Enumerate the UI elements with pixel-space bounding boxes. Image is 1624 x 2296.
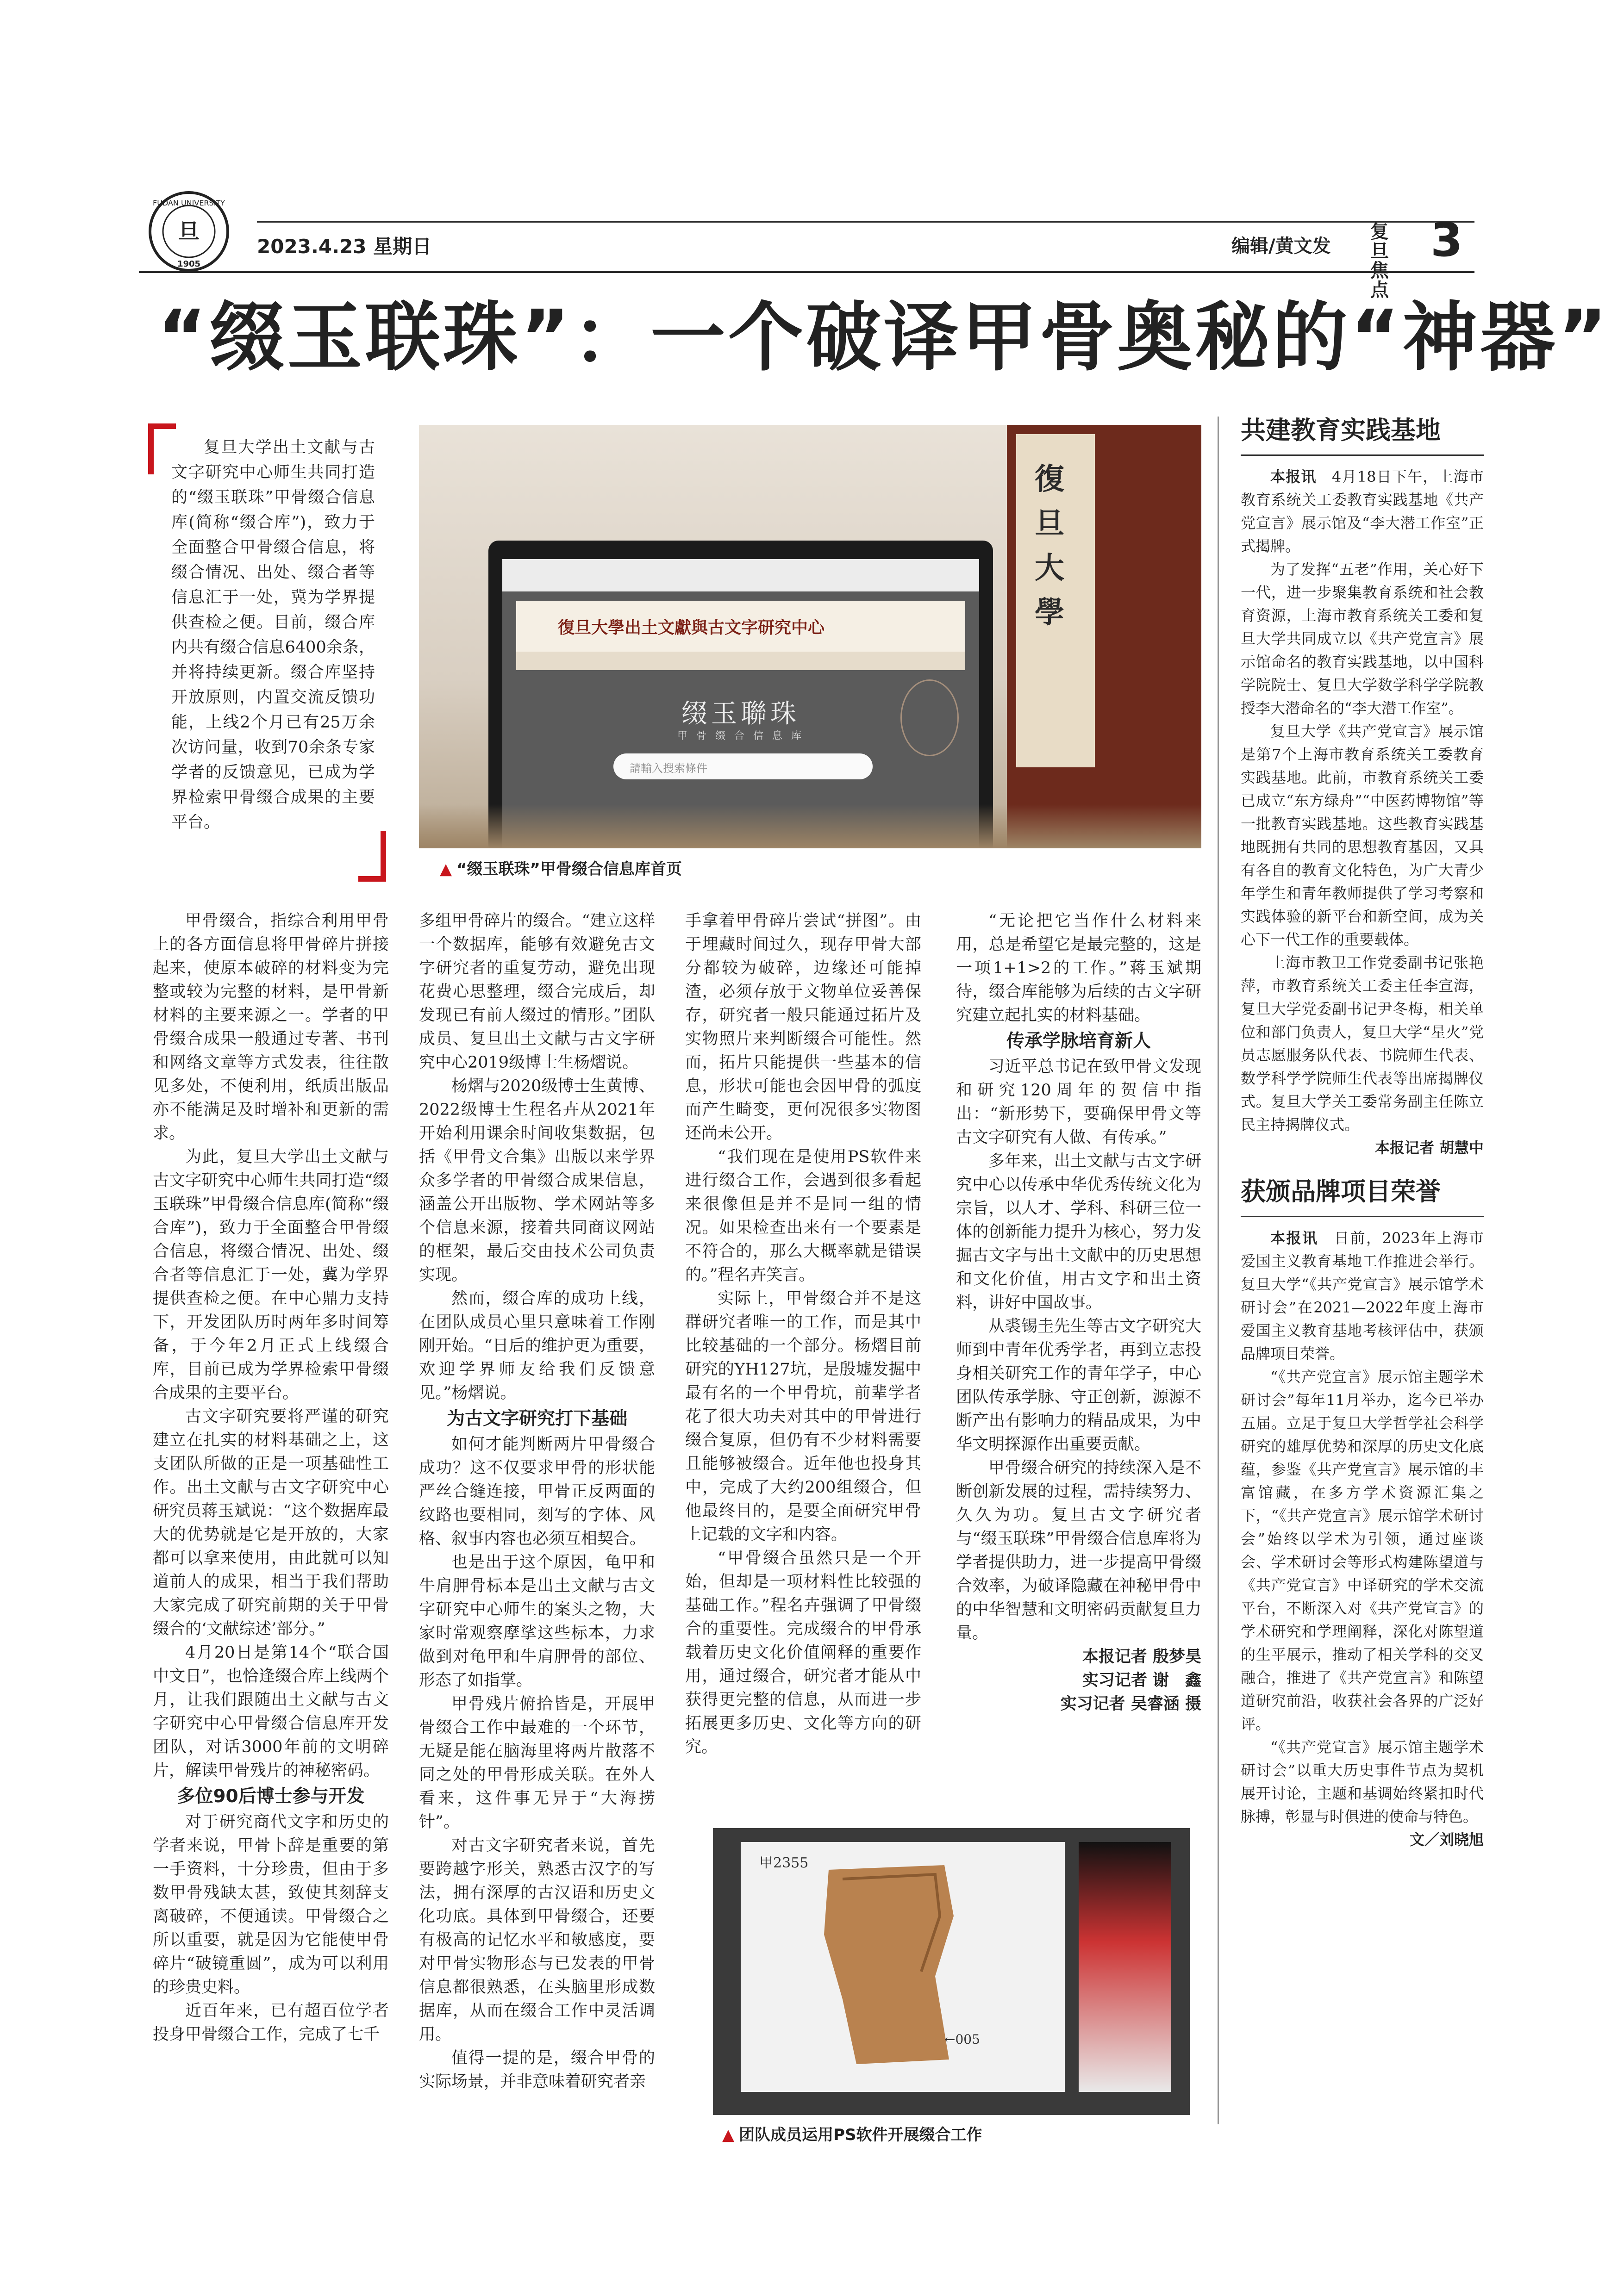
paragraph: “无论把它当作什么材料来用，总是希望它是最完整的，这是一项1+1>2的工作。”蒋玉斌期待，缀合库能够为后续的古文字研究建立起扎实的材料基础。	[956, 912, 1201, 1025]
database-search-placeholder: 請輸入搜索條件	[630, 762, 707, 775]
intro-bracket-top	[148, 423, 154, 474]
paragraph: 4月20日是第14个“联合国中文日”，也恰逢缀合库上线两个月，让我们跟随出土文献与古文字研究中心甲骨缀合信息库开发团队，对话3000年前的文明碎片，解读甲骨残片的神秘密码。	[153, 1643, 389, 1780]
paragraph: 多组甲骨碎片的缀合。“建立这样一个数据库，能够有效避免古文字研究者的重复劳动，避免出现花费心思整理，缀合完成后，却发现已有前人缀过的情形。”团队成员、复旦出土文献与古文字研究中心2019级博士生杨熠说。	[419, 912, 655, 1072]
article-column-1	[153, 909, 389, 2047]
article-intro	[171, 435, 375, 835]
paragraph: 近百年来，已有超百位学者投身甲骨缀合工作，完成了七千	[153, 2002, 389, 2044]
sidebar-story-2-body	[1241, 1226, 1484, 1851]
paragraph: “甲骨缀合虽然只是一个开始，但却是一项材料性比较强的基础工作。”程名卉强调了甲骨缀合的重要性。完成缀合的甲骨承载着历史文化价值阐释的重要作用，通过缀合，研究者才能从中获得更完整的信息，从而进一步拓展更多历史、文化等方向的研究。	[685, 1549, 921, 1756]
browser-toolbar	[502, 559, 979, 591]
photo-ps-software	[713, 1828, 1190, 2115]
site-banner-text: 復旦大學出土文獻與古文字研究中心	[558, 618, 825, 637]
sidebar-story-1-title: 共建教育实践基地	[1241, 412, 1484, 456]
news-lead: 本报讯	[1270, 468, 1317, 485]
paragraph: 甲骨缀合，指综合利用甲骨上的各方面信息将甲骨碎片拼接起来，使原本破碎的材料变为完整或较为完整的材料，是甲骨新材料的主要来源之一。学者的甲骨缀合成果一般通过专著、书刊和网络文章等方式发表，往往散见多处，不便利用，纸质出版品亦不能满足及时增补和更新的需求。	[153, 912, 389, 1143]
intro-bracket-top-arm	[148, 423, 176, 429]
paragraph: 手拿着甲骨碎片尝试“拼图”。由于埋藏时间过久，现存甲骨大部分都较为破碎，边缘还可能掉渣，必须存放于文物单位妥善保存，研究者一般只能通过拓片及实物照片来判断缀合可能性。然而，拓片只能提供一些基本的信息，形状可能也会因甲骨的弧度而产生畸变，更何况很多实物图还尚未公开。	[685, 912, 921, 1143]
spacer	[1241, 1159, 1484, 1173]
sidebar-story-1-body	[1241, 465, 1484, 1159]
paragraph: 实际上，甲骨缀合并不是这群研究者唯一的工作，而是其中比较基础的一个部分。杨熠目前研究的YH127坑，是殷墟发掘中最有名的一个甲骨坑，前辈学者花了很大功夫对其中的甲骨进行缀合复原，但仍有不少材料需要且能够被缀合。近年他也投身其中，完成了大约200组缀合，但他最终目的，是要全面研究甲骨上记载的文字和内容。	[685, 1289, 921, 1544]
editor-credit: 编辑/黄文发	[1231, 236, 1331, 257]
section-brand: 复旦焦点	[1370, 221, 1389, 301]
photo-database-homepage	[419, 425, 1201, 848]
intro-bracket-bottom-arm	[358, 876, 386, 882]
oracle-bone-image	[815, 1860, 963, 2073]
header-bottom-rule	[139, 271, 1474, 273]
paragraph: 甲骨残片俯拾皆是，开展甲骨缀合工作中最难的一个环节，无疑是能在脑海里将两片散落不同之处的甲骨形成关联。在外人看来，这件事无异于“大海捞针”。	[419, 1695, 655, 1831]
photo1-caption-text: “缀玉联珠”甲骨缀合信息库首页	[456, 860, 682, 878]
paragraph: 多年来，出土文献与古文字研究中心以传承中华优秀传统文化为宗旨，以人才、学科、科研三位一体的创新能力提升为核心，努力发掘古文字与出土文献中的历史思想和文化价值，用古文字和出土资料，讲好中国故事。	[956, 1152, 1201, 1312]
photo1-caption	[440, 856, 682, 879]
paragraph: “《共产党宣言》展示馆主题学术研讨会”每年11月举办，迄今已举办五届。立足于复旦大学哲学社会科学研究的雄厚优势和深厚的历史文化底蕴，参鉴《共产党宣言》展示馆的丰富馆藏，在多方学术资源汇集之下，“《共产党宣言》展示馆学术研讨会”始终以学术为引领，通过座谈会、学术研讨会等形式构建陈望道与《共产党宣言》中译研究的学术交流平台，不断深入对《共产党宣言》的学术研究和学理阐释，深化对陈望道的生平展示，推动了相关学科的交叉融合，推进了《共产党宣言》和陈望道研究前沿，收获社会各界的广泛好评。	[1241, 1368, 1484, 1733]
subheading: 多位90后博士参与开发	[177, 1786, 365, 1807]
decorative-emblem	[900, 679, 959, 756]
byline: 文／刘晓旭	[1409, 1831, 1484, 1848]
paragraph: 日前，2023年上海市爱国主义教育基地工作推进会举行。复旦大学“《共产党宣言》展示馆学术研讨会”在2021—2022年度上海市爱国主义教育基地考核评估中，获颁品牌项目荣誉。	[1241, 1229, 1484, 1363]
intro-bracket-bottom	[381, 831, 386, 882]
article-column-4	[956, 909, 1201, 1716]
svg-text:1905: 1905	[177, 259, 201, 269]
site-nav	[516, 652, 965, 670]
ps-color-panel	[1079, 1842, 1171, 2092]
paragraph: 上海市教卫工作党委副书记张艳萍，市教育系统关工委主任李宣海，复旦大学党委副书记尹冬梅，相关单位和部门负责人，复旦大学“星火”党员志愿服务队代表、书院师生代表、数学科学学院师生代表等出席揭牌仪式。复旦大学关工委常务副主任陈立民主持揭牌仪式。	[1241, 954, 1484, 1133]
book-title: 復旦大學	[1035, 462, 1064, 630]
paragraph: 习近平总书记在致甲骨文发现和研究120周年的贺信中指出：“新形势下，要确保甲骨文等古文字研究有人做、有传承。”	[956, 1058, 1201, 1147]
byline: 本报记者 殷梦昊	[1082, 1648, 1201, 1666]
paragraph: 为此，复旦大学出土文献与古文字研究中心师生共同打造“缀玉联珠”甲骨缀合信息库(简称“缀合库”)，致力于全面整合甲骨缀合信息，将缀合情况、出处、缀合者等信息汇于一处，冀为学界提供查检之便。在中心鼎力支持下，开发团队历时两年多时间筹备，于今年2月正式上线缀合库，目前已成为学界检索甲骨缀合成果的主要平台。	[153, 1148, 389, 1402]
photo2-caption	[722, 2122, 982, 2145]
fudan-university-seal	[147, 190, 231, 273]
sidebar-news	[1241, 412, 1484, 1851]
paragraph: 然而，缀合库的成功上线，在团队成员心里只意味着工作刚刚开始。“日后的维护更为重要，欢迎学界师友给我们反馈意见。”杨熠说。	[419, 1289, 655, 1402]
sidebar-divider	[1218, 417, 1219, 2124]
paragraph: 从裘锡圭先生等古文字研究大师到中青年优秀学者，再到立志投身相关研究工作的青年学子，中心团队传承学脉、守正创新，源源不断产出有影响力的精品成果，为中华文明探源作出重要贡献。	[956, 1317, 1201, 1454]
page-number: 3	[1430, 213, 1463, 267]
subheading: 为古文字研究打下基础	[446, 1408, 627, 1429]
bone-label-a: 甲2355	[759, 1855, 809, 1871]
intro-text: 复旦大学出土文献与古文字研究中心师生共同打造的“缀玉联珠”甲骨缀合信息库(简称“缀合库”)，致力于全面整合甲骨缀合信息，将缀合情况、出处、缀合者等信息汇于一处，冀为学界提供查检之便。目前，缀合库内共有缀合信息6400余条，并将持续更新。缀合库坚持开放原则，内置交流反馈功能，上线2个月已有25万余次访问量，收到70余条专家学者的反馈意见，已成为学界检索甲骨缀合成果的主要平台。	[171, 438, 375, 832]
byline: 实习记者 吴睿涵 摄	[1060, 1695, 1201, 1713]
article-column-2	[419, 909, 655, 2094]
paragraph: 值得一提的是，缀合甲骨的实际场景，并非意味着研究者亲	[419, 2049, 655, 2091]
desk-surface	[419, 804, 1201, 848]
svg-text:FUDAN UNIVERSITY: FUDAN UNIVERSITY	[153, 199, 225, 207]
database-subtitle: 甲 骨 缀 合 信 息 库	[677, 730, 804, 742]
svg-text:旦: 旦	[178, 219, 200, 244]
paragraph: “我们现在是使用PS软件来进行缀合工作，会遇到很多看起来很像但是并不是同一组的情况。如果检查出来有一个要素是不符合的，那么大概率就是错误的。”程名卉笑言。	[685, 1148, 921, 1284]
byline: 本报记者 胡慧中	[1374, 1139, 1484, 1157]
paragraph: 也是出于这个原因，龟甲和牛肩胛骨标本是出土文献与古文字研究中心师生的案头之物，大家时常观察摩挲这些标本，力求做到对龟甲和牛肩胛骨的部位、形态了如指掌。	[419, 1553, 655, 1690]
subheading: 传承学脉培育新人	[1006, 1031, 1151, 1052]
paragraph: 为了发挥“五老”作用，关心好下一代，进一步聚集教育系统和社会教育资源，上海市教育系统关工委和复旦大学共同成立以《共产党宣言》展示馆命名的教育实践基地，以中国科学院院士、复旦大学数学科学学院教授李大潜命名的“李大潜工作室”。	[1241, 560, 1484, 717]
paragraph: 如何才能判断两片甲骨缀合成功？这不仅要求甲骨的形状能严丝合缝连接，甲骨正反两面的纹路也要相同，刻写的字体、风格、叙事内容也必须互相契合。	[419, 1435, 655, 1548]
paragraph: “《共产党宣言》展示馆主题学术研讨会”以重大历史事件节点为契机展开讨论，主题和基调始终紧扣时代脉搏，彰显与时俱进的使命与特色。	[1241, 1738, 1484, 1825]
paragraph: 4月18日下午，上海市教育系统关工委教育实践基地《共产党宣言》展示馆及“李大潜工作室”正式揭牌。	[1241, 468, 1484, 555]
paragraph: 对古文字研究者来说，首先要跨越字形关，熟悉古汉字的写法，拥有深厚的古汉语和历史文化功底。具体到甲骨缀合，还要有极高的记忆水平和敏感度，要对甲骨实物形态与已发表的甲骨信息都很熟悉，在头脑里形成数据库，从而在缀合工作中灵活调用。	[419, 1836, 655, 2044]
news-lead: 本报讯	[1270, 1229, 1318, 1247]
paragraph: 杨熠与2020级博士生黄博、2022级博士生程名卉从2021年开始利用课余时间收集数据，包括《甲骨文合集》出版以来学界众多学者的甲骨缀合成果信息，涵盖公开出版物、学术网站等多个信息来源，接着共同商议网站的框架，最后交由技术公司负责实现。	[419, 1077, 655, 1284]
page-headline: “缀玉联珠”：一个破译甲骨奥秘的“神器”	[157, 294, 1610, 381]
sidebar-story-2-title: 获颁品牌项目荣誉	[1241, 1173, 1484, 1217]
article-column-3	[685, 909, 921, 1759]
header-top-rule	[257, 221, 1474, 223]
byline: 实习记者 谢 鑫	[1082, 1671, 1201, 1690]
database-title: 缀玉聯珠	[681, 699, 800, 729]
paragraph: 甲骨缀合研究的持续深入是不断创新发展的过程，需持续努力、久久为功。复旦古文字研究者与“缀玉联珠”甲骨缀合信息库将为学者提供助力，进一步提高甲骨缀合效率，为破译隐藏在神秘甲骨中的中华智慧和文明密码贡献复旦力量。	[956, 1459, 1201, 1643]
bone-label-b: ←005	[944, 2032, 980, 2047]
caption-triangle-icon: ▲	[440, 860, 452, 878]
caption-triangle-icon: ▲	[722, 2126, 735, 2144]
paragraph: 对于研究商代文字和历史的学者来说，甲骨卜辞是重要的第一手资料，十分珍贵，但由于多数甲骨残缺太甚，致使其刻辞支离破碎，不便通读。甲骨缀合之所以重要，就是因为它能使甲骨碎片“破镜重圆”，成为可以利用的珍贵史料。	[153, 1813, 389, 1997]
paragraph: 复旦大学《共产党宣言》展示馆是第7个上海市教育系统关工委教育实践基地。此前，市教育系统关工委已成立“东方绿舟”“中医药博物馆”等一批教育实践基地。这些教育实践基地既拥有共同的思想教育基因，又具有各自的教育文化特色，为广大青少年学生和青年教师提供了学习考察和实践体验的新平台和新空间，成为关心下一代工作的重要载体。	[1241, 722, 1484, 948]
photo2-caption-text: 团队成员运用PS软件开展缀合工作	[739, 2126, 982, 2144]
paragraph: 古文字研究要将严谨的研究建立在扎实的材料基础之上，这支团队所做的正是一项基础性工作。出土文献与古文字研究中心研究员蒋玉斌说：“这个数据库最大的优势就是它是开放的，大家都可以拿来使用，由此就可以知道前人的成果，相当于我们帮助大家完成了研究前期的关于甲骨缀合的‘文献综述’部分。”	[153, 1407, 389, 1638]
issue-date: 2023.4.23 星期日	[257, 235, 432, 258]
